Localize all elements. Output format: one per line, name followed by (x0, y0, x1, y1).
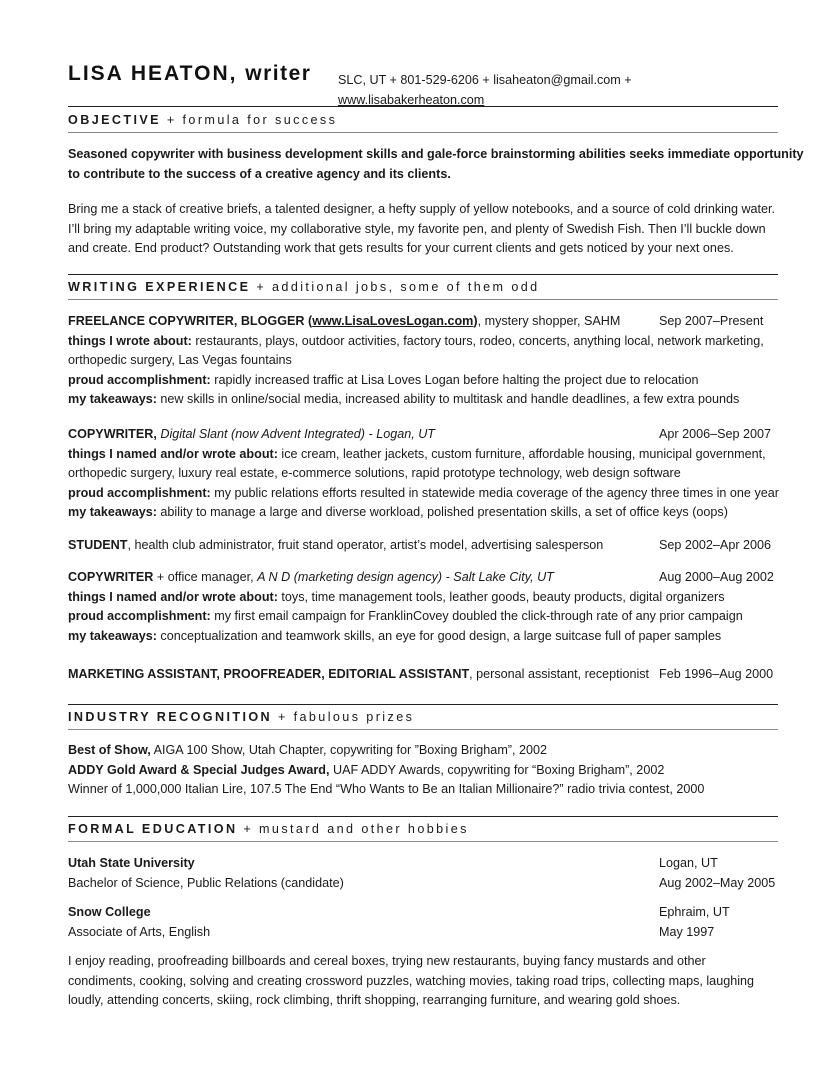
job-date: Sep 2007–Present (659, 314, 764, 328)
objective-body: Bring me a stack of creative briefs, a talented designer, a hefty supply of yellow notebooks, and a source of cold drinking water. I’ll bring my adaptable writing voice, my collaborative style, my favorite pen, and plenty of Swedish Fish. Then I’ll buckle down and create. End product? Outstanding work that gets results for your current clients and gets noticed by your next ones. (68, 202, 776, 255)
section-title-recognition: INDUSTRY RECOGNITION + fabulous prizes (68, 710, 415, 724)
divider (68, 729, 778, 730)
divider (68, 274, 778, 275)
job-date: Sep 2002–Apr 2006 (659, 538, 772, 552)
section-title-experience: WRITING EXPERIENCE + additional jobs, some of them odd (68, 280, 540, 294)
job-marketing-assistant: MARKETING ASSISTANT, PROOFREADER, EDITORIAL ASSISTANT, personal assistant, receptionist Feb 1996–Aug 2000 (68, 665, 778, 685)
objective-summary: Seasoned copywriter with business development skills and gale-force brainstorming abilities seeks immediate opportunity to contribute to the success of a creative agency and its clients. (68, 147, 804, 181)
divider (68, 106, 778, 107)
award-item: Best of Show, AIGA 100 Show, Utah Chapter, copywriting for ”Boxing Brigham”, 2002 (68, 743, 548, 757)
divider (68, 299, 778, 300)
divider (68, 132, 778, 133)
website-link[interactable]: www.lisabakerheaton.com (338, 92, 485, 107)
education-snow: Snow College Ephraim, UT Associate of Arts, English May 1997 (68, 905, 730, 939)
divider (68, 841, 778, 842)
candidate-role: writer (245, 62, 312, 85)
award-item: Winner of 1,000,000 Italian Lire, 107.5 The End “Who Wants to Be an Italian Millionaire?” radio trivia contest, 2000 (68, 782, 705, 796)
job-student: STUDENT, health club administrator, fruit stand operator, artist’s model, advertising salesperson Sep 2002–Apr 2006 (68, 536, 778, 556)
candidate-name: LISA HEATON, writer (68, 62, 312, 85)
contact-info: SLC, UT + 801-529-6206 + lisaheaton@gmail.com + www.lisabakerheaton.com (338, 73, 632, 107)
blog-link[interactable]: www.LisaLovesLogan.com (312, 314, 474, 328)
hobbies-paragraph: I enjoy reading, proofreading billboards and cereal boxes, trying new restaurants, buying fancy mustards and other condiments, cooking, solving and creating crossword puzzles, watching movies, taking road trips, collecting maps, laughing loudly, attending concerts, skiing, rock climbing, thrift shopping, rearranging furniture, and wearing gold shoes. (68, 954, 755, 1007)
job-date: Feb 1996–Aug 2000 (659, 667, 774, 681)
job-freelance: FREELANCE COPYWRITER, BLOGGER (www.LisaLovesLogan.com), mystery shopper, SAHM Sep 2007–Present things I wrote about: restaurants, plays, outdoor activities, factory tours, rodeo, concerts, anything local, network marketing, orthopedic surgery, Las Vegas fountains proud accomplishment: rapidly increased traffic at Lisa Loves Logan before halting the project due to relocation my takeaways: new skills in online/social media, increased ability to multitask and handle deadlines, a few extra pounds (68, 314, 764, 406)
job-date: Aug 2000–Aug 2002 (659, 570, 774, 584)
award-item: ADDY Gold Award & Special Judges Award, UAF ADDY Awards, copywriting for “Boxing Brigham”, 2002 (68, 762, 665, 777)
awards-list (68, 741, 778, 800)
job-date: Apr 2006–Sep 2007 (659, 427, 772, 441)
education-usu: Utah State University Logan, UT Bachelor of Science, Public Relations (candidate) Aug 2002–May 2005 (68, 856, 776, 890)
job-digital-slant: COPYWRITER, Digital Slant (now Advent Integrated) - Logan, UT Apr 2006–Sep 2007 things I named and/or wrote about: ice cream, leather jackets, custom furniture, affordable housing, municipal government, orthopedic surgery, luxury real estate, e-commerce solutions, rapid prototype technology, web design software proud accomplishment: my public relations efforts resulted in statewide media coverage of the agency three times in one year my takeaways: ability to manage a large and diverse workload, polished presentation skills, a set of office keys (oops) (68, 427, 779, 519)
resume-header (68, 62, 778, 107)
section-title-education: FORMAL EDUCATION + mustard and other hobbies (68, 822, 469, 836)
job-and-agency: COPYWRITER + office manager, A N D (marketing design agency) - Salt Lake City, UT Aug 2000–Aug 2002 things I named and/or wrote about: toys, time management tools, leather goods, beauty products, digital organizers proud accomplishment: my first email campaign for FranklinCovey doubled the click-through rate of any prior campaign my takeaways: conceptualization and teamwork skills, an eye for good design, a large suitcase full of paper samples (68, 570, 774, 643)
section-title-objective: OBJECTIVE + formula for success (68, 113, 338, 127)
divider (68, 704, 778, 705)
divider (68, 816, 778, 817)
